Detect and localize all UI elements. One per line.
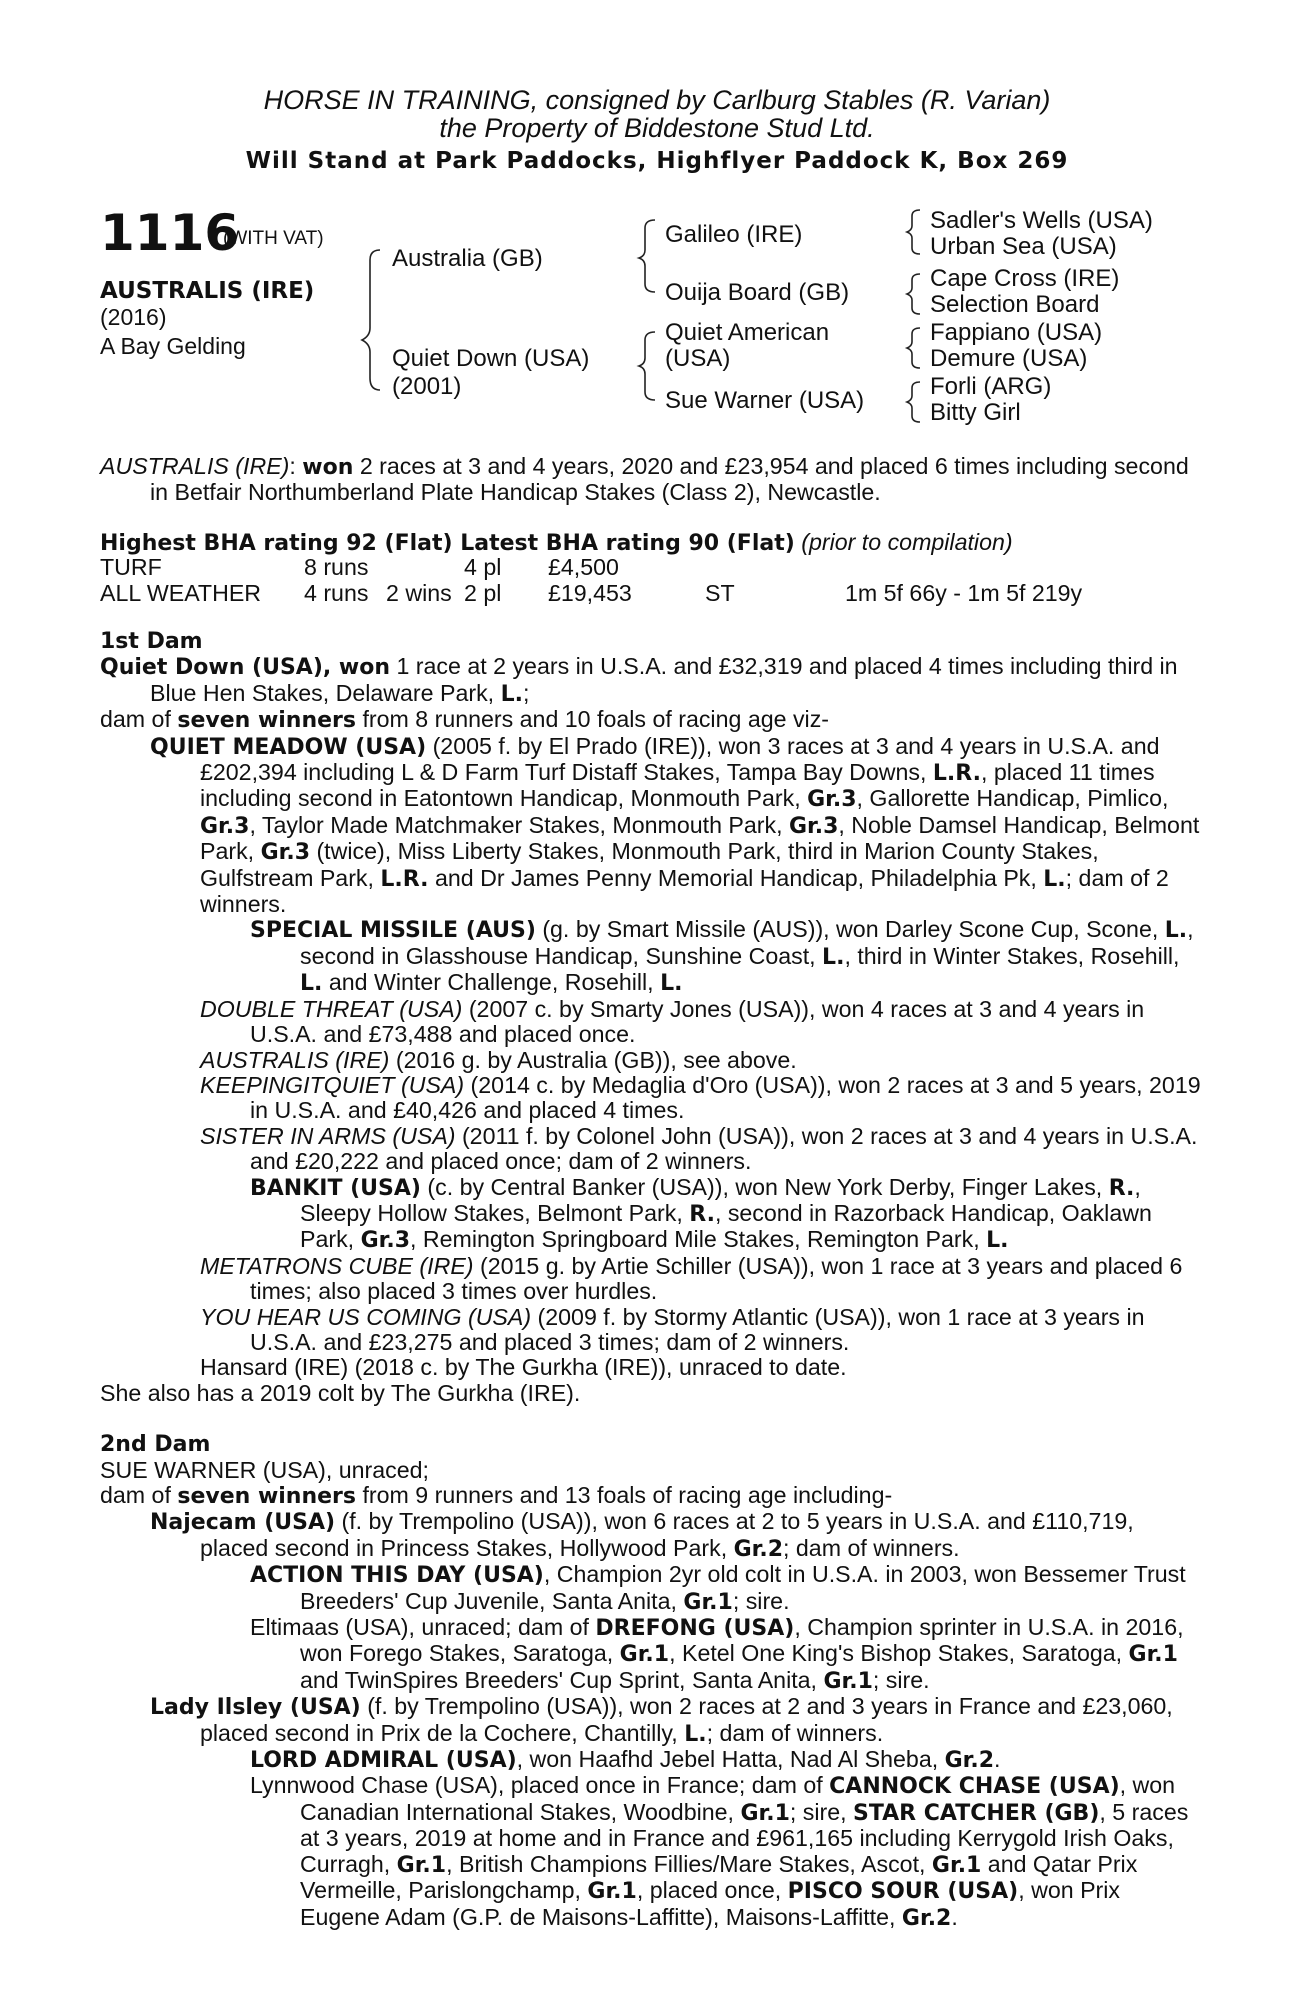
li-text1: (f. by Trempolino (USA)), won 2 races at 2 and 3 years in France and £23,060, placed second in Prix de la Cochere, Chantilly, — [200, 1693, 1173, 1746]
progeny-lord-admiral: LORD ADMIRAL (USA) — [250, 1748, 517, 1774]
el-g3: Gr.1 — [823, 1668, 873, 1694]
qm-g1: Gr.3 — [807, 787, 857, 813]
stat-aw-placed: 2 pl — [464, 580, 502, 606]
qm-lr: L.R. — [932, 761, 981, 787]
second-dam-heading: 2nd Dam — [100, 1432, 211, 1458]
progeny-star-catcher: STAR CATCHER (GB) — [853, 1800, 1100, 1826]
horse-name: AUSTRALIS (IRE) — [100, 278, 315, 304]
bk-text1: (c. by Central Banker (USA)), won New York Derby, Finger Lakes, — [420, 1173, 1109, 1200]
property-line: the Property of Biddestone Stud Ltd. — [439, 113, 875, 143]
qm-text6: (twice), Miss Liberty Stakes, Monmouth Park, third in Marion County Stakes, Gulfstream Park, — [200, 838, 1099, 891]
progeny-australis: AUSTRALIS (IRE) — [200, 1046, 390, 1073]
lc-text8: , won Prix Eugene Adam (G.P. de Maisons-Laffitte), Maisons-Laffitte, — [300, 1877, 1120, 1930]
first-dam-section: 1st Dam Quiet Down (USA), won 1 race at 2 years in U.S.A. and £32,319 and placed 4 times including third in Blue Hen Stakes, Delaware Park, L.; dam of seven winners from 8 runners and 10 foals of racing age viz- QUIET MEADOW (USA) (2005 f. by El Prado (IRE)), won 3 races at 3 and 4 years in U.S.A. and £202,394 including L & D Farm Turf Distaff Stakes, Tampa Bay Downs, L.R., placed 11 times including second in Eatontown Handicap, Monmouth Park, Gr.3, Gallorette Handicap, Pimlico, Gr.3, Taylor Made Matchmaker Stakes, Monmouth Park, Gr.3, Noble Damsel Handicap, Belmont Park, Gr.3 (twice), Miss Liberty Stakes, Monmouth Park, third in Marion County Stakes, Gulfstream Park, L.R. and Dr James Penny Memorial Handicap, Philadelphia Pk, L.; dam of 2 winners. SPECIAL MISSILE (AUS) (g. by Smart Missile (AUS)), won Darley Scone Cup, Scone, L., second in Glasshouse Handicap, Sunshine Coast, L., third in Winter Stakes, Rosehill, L. and Winter Challenge, Rosehill, L. DOUBLE THREAT (USA) (2007 c. by Smarty Jones (USA)), won 4 races at 3 and 4 years in U.S.A. and £73,488 and placed once. AUSTRALIS (IRE) (2016 g. by Australia (GB)), see above. KEEPINGITQUIET (USA) (2014 c. by Medaglia d'Oro (USA)), won 2 races at 3 and 5 years, 2019 in U.S.A. and £40,426 and placed 4 times. SISTER IN ARMS (USA) (2011 f. by Colonel John (USA)), won 2 races at 3 and 4 years in U.S.A. and £20,222 and placed once; dam of 2 winners. BANKIT (USA) (c. by Central Banker (USA)), won New York Derby, Finger Lakes, R., Sleepy Hollow Stakes, Belmont Park, R., second in Razorback Handicap, Oaklawn Park, Gr.3, Remington Springboard Mile Stakes, Remington Park, L. METATRONS CUBE (IRE) (2015 g. by Artie Schiller (USA)), won 1 race at 3 years and placed 6 times; also placed 3 times over hurdles. YOU HEAR US COMING (USA) (2009 f. by Stormy Atlantic (USA)), won 1 race at 3 years in U.S.A. and £23,275 and placed 3 times; dam of 2 winners. Hansard (IRE) (2018 c. by The Gurkha (IRE)), unraced to date. She also has a 2019 colt by The Gurkha (IRE). 2nd Dam SUE WARNER (USA), unraced; dam of seven winners from 9 runners and 13 foals of racing age including- Najecam (USA) (f. by Trempolino (USA)), won 6 races at 2 to 5 years in U.S.A. and £110,719, placed second in Princess Stakes, Hollywood Park, Gr.2; dam of winners. ACTION THIS DAY (USA), Champion 2yr old colt in U.S.A. in 2003, won Bessemer Trust Breeders' Cup Juvenile, Santa Anita, Gr.1; sire. Eltimaas (USA), unraced; dam of DREFONG (USA), Champion sprinter in U.S.A. in 2016, won Forego Stakes, Saratoga, Gr.1, Ketel One King's Bishop Stakes, Saratoga, Gr.1 and TwinSpires Breeders' Cup Sprint, Santa Anita, Gr.1; sire. Lady Ilsley (USA) (f. by Trempolino (USA)), won 2 races at 2 and 3 years in France and £23,060, placed second in Prix de la Cochere, Chantilly, L.; dam of winners. LORD ADMIRAL (USA), won Haafhd Jebel Hatta, Nad Al Sheba, Gr.2. Lynnwood Chase (USA), placed once in France; dam of CANNOCK CHASE (USA), won Canadian International Stakes, Woodbine, Gr.1; sire, STAR CATCHER (GB), 5 races at 3 years, 2019 at home and in France and £961,165 including Kerrygold Irish Oaks, Curragh, Gr.1, British Champions Fillies/Mare Stakes, Ascot, Gr.1 and Qatar Prix Vermeille, Parislongchamp, Gr.1, placed once, PISCO SOUR (USA), won Prix Eugene Adam (G.P. de Maisons-Laffitte), Maisons-Laffitte, Gr.2. — [100, 629, 1201, 1931]
pedigree-sds: Cape Cross (IRE) — [930, 265, 1120, 292]
el-text2: , Champion sprinter in U.S.A. in 2016, won Forego Stakes, Saratoga, — [300, 1614, 1184, 1667]
li-text2: ; dam of winners. — [706, 1719, 884, 1746]
progeny-action-this-day: ACTION THIS DAY (USA) — [250, 1563, 544, 1589]
sm-l3: L. — [300, 971, 323, 997]
sm-text3: , third in Winter Stakes, Rosehill, — [844, 942, 1180, 969]
pedigree-sire-dam: Ouija Board (GB) — [665, 279, 850, 306]
dam-of-c: from 8 runners and 10 foals of racing age viz- — [356, 706, 830, 733]
sd-dam-of-a: dam of — [100, 1482, 178, 1508]
pedigree-ddd: Bitty Girl — [930, 399, 1021, 426]
dam-name: Quiet Down (USA) — [100, 655, 323, 681]
lc-text2: , won Canadian International Stakes, Woodbine, — [300, 1772, 1176, 1825]
lc-g4: Gr.1 — [587, 1879, 637, 1905]
sd-dam-of-winners: seven winners — [177, 1484, 356, 1509]
atd-g: Gr.1 — [683, 1589, 733, 1615]
stat-aw-wins: 2 wins — [386, 580, 452, 606]
lc-text6: and Qatar Prix Vermeille, Parislongchamp, — [300, 1850, 1138, 1904]
stat-aw-surface: ALL WEATHER — [100, 580, 262, 606]
progeny-pisco-sour: PISCO SOUR (USA) — [787, 1879, 1019, 1905]
sm-text2: , second in Glasshouse Handicap, Sunshine Coast, — [300, 916, 1194, 969]
atd-text2: ; sire. — [732, 1587, 790, 1614]
progeny-hansard: Hansard (IRE) (2018 c. by The Gurkha (IRE)), unraced to date. — [200, 1354, 847, 1381]
yh-text: (2009 f. by Stormy Atlantic (USA)), won 1 race at 3 years in U.S.A. and £23,275 and placed 3 times; dam of 2 winners. — [250, 1303, 1145, 1355]
summary-horse-name: AUSTRALIS (IRE) — [100, 453, 290, 479]
rating-text: Highest BHA rating 92 (Flat) Latest BHA rating 90 (Flat) — [100, 531, 795, 556]
lc-text4: , 5 races at 3 years, 2019 at home and in France and £961,165 including Kerrygold Irish Oaks, Curragh, — [300, 1798, 1189, 1877]
lc-text9: . — [951, 1903, 958, 1930]
au-text: (2016 g. by Australia (GB)), see above. — [389, 1046, 797, 1073]
stat-turf-runs: 8 runs — [304, 554, 369, 580]
progeny-drefong: DREFONG (USA) — [595, 1616, 795, 1642]
bha-rating — [100, 530, 1203, 556]
qm-text5: , Noble Damsel Handicap, Belmont Park, — [200, 811, 1200, 865]
dam-record-end: ; — [522, 679, 530, 706]
la-text2: . — [994, 1746, 1001, 1773]
pedigree-dam: Quiet Down (USA) — [392, 345, 590, 372]
la-g: Gr.2 — [944, 1748, 995, 1774]
sm-l2: L. — [822, 944, 845, 970]
bk-g: Gr.3 — [360, 1228, 410, 1254]
first-dam-heading: 1st Dam — [100, 629, 203, 654]
pedigree-dam-sire-1: Quiet American — [665, 319, 830, 346]
pedigree-ssd: Urban Sea (USA) — [930, 233, 1117, 260]
stat-turf-prize: £4,500 — [548, 554, 619, 580]
li-l: L. — [684, 1721, 707, 1747]
pedigree-sire: Australia (GB) — [392, 245, 543, 272]
el-g2: Gr.1 — [1128, 1642, 1178, 1668]
sd-dam-of-c: from 9 runners and 13 foals of racing age including- — [356, 1482, 893, 1508]
el-text1: Eltimaas (USA), unraced; dam of — [250, 1614, 596, 1641]
dt-text: (2007 c. by Smarty Jones (USA)), won 4 races at 3 and 4 years in U.S.A. and £73,488 and placed once. — [250, 995, 1145, 1048]
progeny-sister-in-arms: SISTER IN ARMS (USA) — [200, 1122, 456, 1149]
summary-colon: : — [289, 453, 303, 479]
second-dam-line1: SUE WARNER (USA), unraced; — [100, 1456, 429, 1483]
sm-l4: L. — [660, 971, 683, 997]
qm-lr2: L.R. — [380, 866, 429, 892]
pedigree-sire-sire: Galileo (IRE) — [665, 221, 803, 248]
dam-won: won — [338, 655, 391, 681]
sa-text: (2011 f. by Colonel John (USA)), won 2 races at 3 and 4 years in U.S.A. and £20,222 and placed once; dam of 2 winners. — [250, 1122, 1198, 1175]
pedigree-sss: Sadler's Wells (USA) — [930, 207, 1153, 234]
kq-text: (2014 c. by Medaglia d'Oro (USA)), won 2 races at 3 and 5 years, 2019 in U.S.A. and £40,426 and placed 4 times. — [250, 1071, 1201, 1124]
el-text3: , Ketel One King's Bishop Stakes, Saratoga, — [669, 1640, 1129, 1667]
qm-text1: (2005 f. by El Prado (IRE)), won 3 races at 3 and 4 years in U.S.A. and £202,394 including L & D Farm Turf Distaff Stakes, Tampa Bay Downs, — [200, 732, 1160, 786]
summary-text: 2 races at 3 and 4 years, 2020 and £23,954 and placed 6 times including second in Betfair Northumberland Plate Handicap Stakes (Class 2), Newcastle. — [150, 453, 1189, 506]
lc-g2: Gr.1 — [396, 1852, 447, 1878]
qm-g3: Gr.3 — [788, 813, 839, 839]
mc-text: (2015 g. by Artie Schiller (USA)), won 1 race at 3 years and placed 6 times; also placed 3 times over hurdles. — [250, 1252, 1183, 1305]
atd-text1: , Champion 2yr old colt in U.S.A. in 2003, won Bessemer Trust Breeders' Cup Juvenile, Santa Anita, — [300, 1561, 1186, 1614]
bk-text3: , second in Razorback Handicap, Oaklawn Park, — [300, 1199, 1152, 1253]
horse-year: (2016) — [100, 304, 167, 330]
qm-g2: Gr.3 — [200, 813, 250, 839]
sm-text4: and Winter Challenge, Rosehill, — [322, 969, 661, 996]
lc-text5: , British Champions Fillies/Mare Stakes, Ascot, — [446, 1850, 932, 1877]
progeny-special-missile: SPECIAL MISSILE (AUS) — [250, 918, 536, 944]
nj-g: Gr.2 — [733, 1536, 784, 1562]
dam-record: 1 race at 2 years in U.S.A. and £32,319 and placed 4 times including third in Blue Hen Stakes, Delaware Park, — [150, 653, 1178, 706]
el-g1: Gr.1 — [619, 1642, 670, 1668]
pedigree-dam-year: (2001) — [392, 373, 462, 400]
pedigree-dsd: Demure (USA) — [930, 345, 1088, 372]
pedigree-dam-dam: Sue Warner (USA) — [665, 387, 865, 414]
nj-text1: (f. by Trempolino (USA)), won 6 races at 2 to 5 years in U.S.A. and £110,719, placed second in Princess Stakes, Hollywood Park, — [200, 1508, 1134, 1561]
consignor-line: HORSE IN TRAINING, consigned by Carlburg Stables (R. Varian) — [263, 85, 1051, 115]
horse-description: A Bay Gelding — [100, 333, 246, 359]
qm-g4: Gr.3 — [260, 840, 310, 866]
nj-text2: ; dam of winners. — [783, 1534, 960, 1561]
qm-text8: ; dam of 2 winners. — [200, 864, 1169, 918]
stat-aw-distance: 1m 5f 66y - 1m 5f 219y — [845, 580, 1083, 606]
dam-L: L. — [500, 681, 523, 707]
dam-of-a: dam of — [100, 706, 178, 733]
bk-text4: , Remington Springboard Mile Stakes, Remington Park, — [410, 1226, 987, 1253]
progeny-najecam: Najecam (USA) — [150, 1510, 336, 1536]
location-line: Will Stand at Park Paddocks, Highflyer Paddock K, Box 269 — [245, 148, 1069, 174]
also-colt: She also has a 2019 colt by The Gurkha (IRE). — [100, 1379, 581, 1406]
progeny-you-hear-us-coming: YOU HEAR US COMING (USA) — [200, 1303, 532, 1330]
sm-l1: L. — [1164, 918, 1188, 944]
progeny-cannock-chase: CANNOCK CHASE (USA) — [829, 1774, 1120, 1800]
progeny-lady-ilsley: Lady Ilsley (USA) — [150, 1695, 361, 1721]
progeny-bankit: BANKIT (USA) — [250, 1175, 421, 1201]
el-text5: ; sire. — [872, 1666, 930, 1693]
vat-label: (WITH VAT) — [223, 228, 324, 249]
rating-note: (prior to compilation) — [801, 529, 1013, 555]
lc-text3: ; sire, — [789, 1798, 854, 1825]
progeny-keepingitquiet: KEEPINGITQUIET (USA) — [200, 1071, 465, 1098]
progeny-quiet-meadow: QUIET MEADOW (USA) — [150, 734, 427, 760]
pedigree-dss: Fappiano (USA) — [930, 319, 1103, 346]
qm-text2: , placed 11 times including second in Eatontown Handicap, Monmouth Park, — [200, 759, 1155, 812]
pedigree-dam-sire-2: (USA) — [665, 345, 731, 372]
el-text4: and TwinSpires Breeders' Cup Sprint, Santa Anita, — [300, 1666, 824, 1693]
lot-number: 1116 — [100, 204, 240, 262]
sm-text1: (g. by Smart Missile (AUS)), won Darley Scone Cup, Scone, — [535, 916, 1165, 943]
progeny-double-threat: DOUBLE THREAT (USA) — [200, 995, 463, 1022]
progeny-metatrons-cube: METATRONS CUBE (IRE) — [200, 1252, 474, 1279]
race-stats — [100, 555, 1203, 607]
bk-text2: , Sleepy Hollow Stakes, Belmont Park, — [300, 1173, 1141, 1226]
stat-aw-prize: £19,453 — [548, 580, 632, 606]
bk-r2: R. — [689, 1201, 715, 1227]
qm-text7: and Dr James Penny Memorial Handicap, Philadelphia Pk, — [428, 864, 1044, 891]
bk-l: L. — [986, 1228, 1009, 1254]
pedigree-sdd: Selection Board — [930, 291, 1100, 318]
lc-g1: Gr.1 — [740, 1800, 790, 1826]
qm-l: L. — [1043, 866, 1066, 892]
summary-won: won — [302, 455, 354, 480]
lc-text1: Lynnwood Chase (USA), placed once in France; dam of — [250, 1772, 830, 1799]
stat-aw-going: ST — [705, 580, 735, 606]
qm-text4: , Taylor Made Matchmaker Stakes, Monmouth Park, — [249, 811, 789, 838]
stat-turf-surface: TURF — [100, 554, 162, 580]
qm-text3: , Gallorette Handicap, Pimlico, — [856, 785, 1169, 812]
lc-text7: , placed once, — [636, 1877, 788, 1904]
lc-g5: Gr.2 — [901, 1905, 952, 1931]
pedigree-dds: Forli (ARG) — [930, 373, 1052, 400]
bk-r1: R. — [1108, 1175, 1135, 1201]
dam-of-winners: seven winners — [177, 708, 356, 734]
lc-g3: Gr.1 — [931, 1852, 982, 1878]
stat-turf-placed: 4 pl — [464, 554, 502, 580]
stat-aw-runs: 4 runs — [304, 580, 369, 606]
la-text1: , won Haafhd Jebel Hatta, Nad Al Sheba, — [516, 1746, 945, 1773]
race-summary — [100, 454, 1203, 506]
